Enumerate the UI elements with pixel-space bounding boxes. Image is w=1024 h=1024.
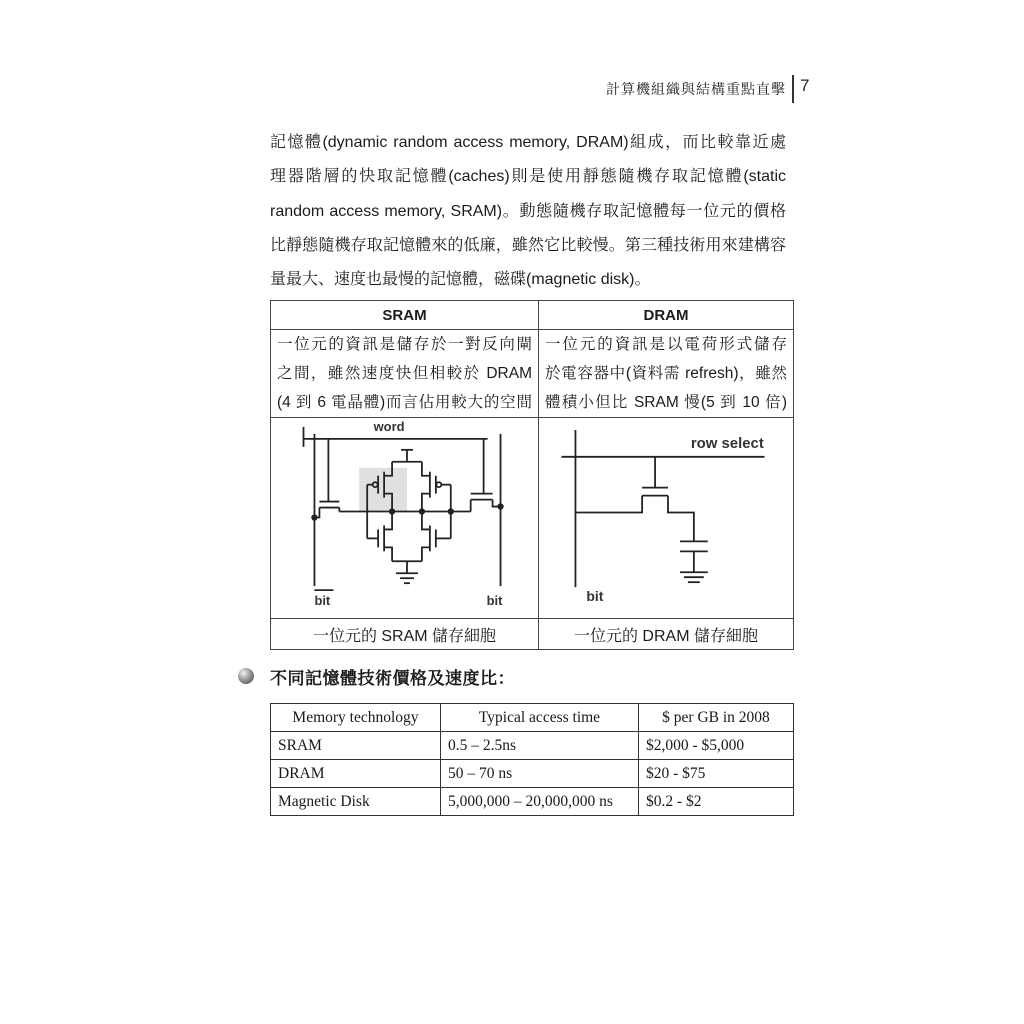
- table-cell: 5,000,000 – 20,000,000 ns: [441, 788, 639, 816]
- table-cell: SRAM: [271, 732, 441, 760]
- table-header-row: [271, 704, 794, 732]
- table-row: [271, 732, 794, 760]
- column-header: Typical access time: [441, 704, 639, 732]
- paragraph-line: 記憶體(dynamic random access memory, DRAM)組成，而比較靠近處: [270, 134, 786, 151]
- section-heading: 不同記憶體技術價格及速度比：: [270, 669, 515, 688]
- pmos-right-bubble: [436, 482, 441, 487]
- bit-bar-label: bit: [314, 593, 331, 609]
- word-label: word: [373, 418, 405, 434]
- sram-diagram-cell: [271, 418, 539, 619]
- table-cell: 50 – 70 ns: [441, 760, 639, 788]
- junction-dot: [389, 508, 395, 514]
- junction-dot: [497, 503, 503, 509]
- paragraph-line: 比靜態隨機存取記憶體來的低廉，雖然它比較慢。第三種技術用來建構容: [270, 236, 786, 254]
- dram-header: DRAM: [539, 301, 794, 330]
- memory-price-speed-table: [270, 703, 794, 816]
- description-line: 一位元的資訊是以電荷形式儲存: [545, 336, 787, 353]
- row-select-label: row select: [690, 434, 764, 452]
- diagram-row: [271, 418, 794, 619]
- sram-description: [271, 330, 539, 418]
- body-paragraph: [270, 126, 786, 297]
- paragraph-line: random access memory, SRAM)。動態隨機存取記憶體每一位元的價格: [270, 202, 786, 220]
- dram-caption: 一位元的 DRAM 儲存細胞: [539, 619, 794, 650]
- table-header-row: [271, 301, 794, 330]
- sram-header: SRAM: [271, 301, 539, 330]
- dram-diagram-cell: [539, 418, 794, 619]
- pmos-right-source: [422, 462, 430, 476]
- transistor-lead-capacitor: [668, 496, 694, 542]
- description-line: 一位元的資訊是儲存於一對反向閘: [277, 336, 532, 353]
- junction-dot: [419, 508, 425, 514]
- sphere-bullet-icon: [238, 668, 254, 684]
- header-divider: [792, 75, 794, 103]
- table-cell: DRAM: [271, 760, 441, 788]
- column-header: $ per GB in 2008: [639, 704, 794, 732]
- description-row: [271, 330, 794, 418]
- nmos-right-source: [422, 547, 430, 561]
- sram-cell-schematic: [271, 418, 539, 618]
- sram-caption: 一位元的 SRAM 儲存細胞: [271, 619, 539, 650]
- table-cell: $0.2 - $2: [639, 788, 794, 816]
- dram-wires: [562, 430, 765, 587]
- table-cell: 0.5 – 2.5ns: [441, 732, 639, 760]
- junction-dot: [448, 508, 454, 514]
- running-header-title: 計算機組織與結構重點直擊: [606, 81, 786, 97]
- bit-label: bit: [486, 593, 503, 609]
- sram-dram-comparison-table: [270, 300, 794, 650]
- page-number: 7: [800, 76, 810, 95]
- paragraph-line: 理器階層的快取記憶體(caches)則是使用靜態隨機存取記憶體(static: [270, 168, 786, 186]
- caption-row: [271, 619, 794, 650]
- table-cell: $2,000 - $5,000: [639, 732, 794, 760]
- dram-description: [539, 330, 794, 418]
- description-line: (4 到 6 電晶體)而言佔用較大的空間: [277, 394, 532, 411]
- table-cell: $20 - $75: [639, 760, 794, 788]
- description-line: 於電容器中(資料需 refresh)，雖然: [545, 365, 787, 382]
- paragraph-line: 量最大、速度也最慢的記憶體，磁碟(magnetic disk)。: [270, 271, 651, 288]
- bit-label: bit: [586, 588, 604, 605]
- nmos-left-source: [384, 547, 392, 561]
- description-line: 體積小但比 SRAM 慢(5 到 10 倍): [545, 394, 787, 411]
- dram-cell-schematic: [539, 418, 794, 618]
- table-cell: Magnetic Disk: [271, 788, 441, 816]
- table-row: [271, 788, 794, 816]
- description-line: 之間，雖然速度快但相較於 DRAM: [277, 365, 532, 382]
- table-row: [271, 760, 794, 788]
- column-header: Memory technology: [271, 704, 441, 732]
- junction-dot: [311, 514, 317, 520]
- transistor-lead-bit: [575, 496, 642, 513]
